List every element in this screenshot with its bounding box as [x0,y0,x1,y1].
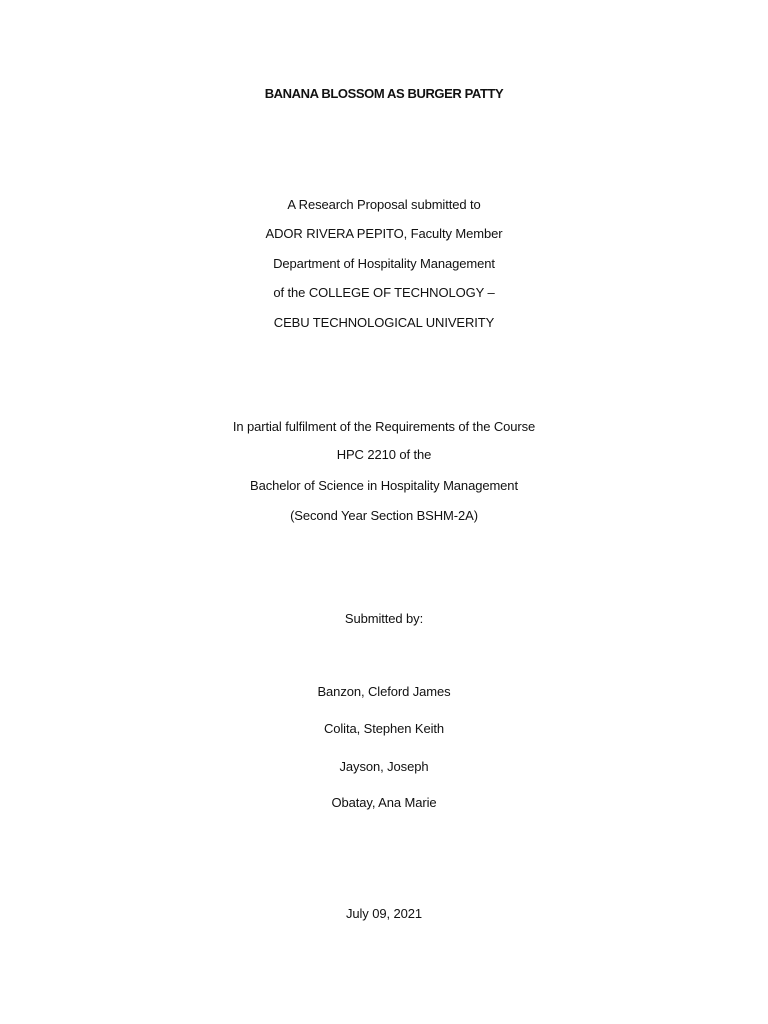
author-name: Banzon, Cleford James [317,684,451,699]
college-line: of the COLLEGE OF TECHNOLOGY – [273,285,495,300]
document-title: BANANA BLOSSOM AS BURGER PATTY [264,86,504,101]
submission-line: A Research Proposal submitted to [287,197,481,212]
fulfilment-line: In partial fulfilment of the Requirements of the Course [232,419,536,434]
submitted-by-label: Submitted by: [344,611,424,626]
course-line: HPC 2210 of the [336,447,432,462]
author-name: Jayson, Joseph [339,759,429,774]
university-line: CEBU TECHNOLOGICAL UNIVERITY [273,315,495,330]
faculty-line: ADOR RIVERA PEPITO, Faculty Member [265,226,503,241]
author-name: Colita, Stephen Keith [323,721,445,736]
degree-line: Bachelor of Science in Hospitality Management [250,478,518,493]
document-date: July 09, 2021 [345,906,423,921]
department-line: Department of Hospitality Management [273,256,495,271]
author-name: Obatay, Ana Marie [331,795,437,810]
section-line: (Second Year Section BSHM-2A) [290,508,478,523]
